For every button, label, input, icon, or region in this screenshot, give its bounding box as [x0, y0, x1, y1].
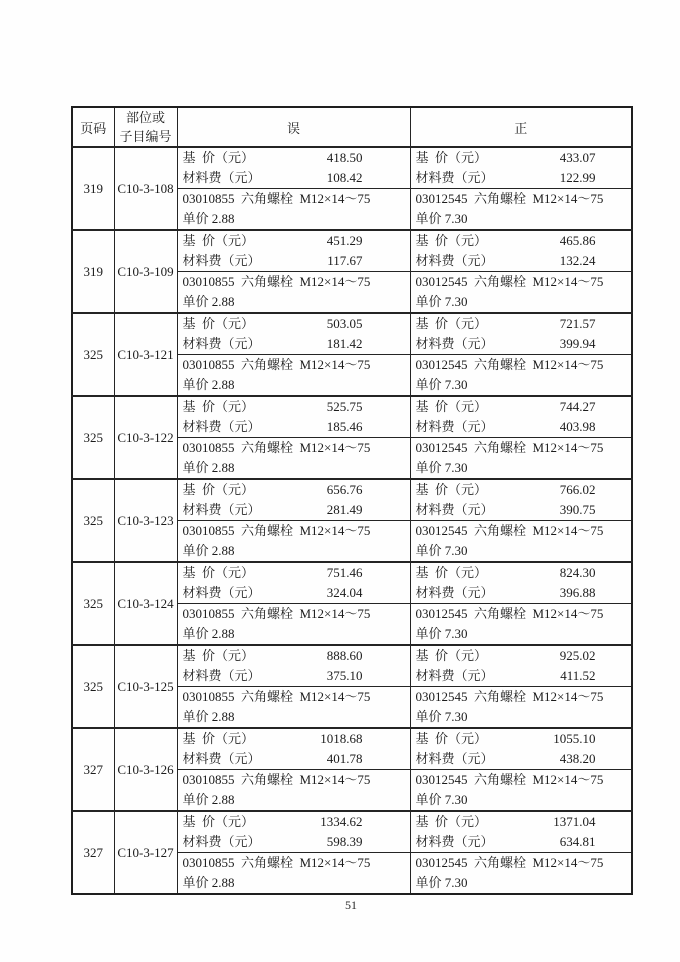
material-fee-label: 材料费（元） [415, 751, 494, 766]
wrong-bolt-cell [177, 687, 410, 729]
wrong-base-price-value: 451.29 [326, 233, 363, 248]
wrong-unit-price: 单价 2.88 [182, 626, 235, 641]
wrong-base-price-value: 503.05 [326, 316, 363, 331]
correct-bolt-cell [410, 355, 632, 397]
wrong-base-price-value: 525.75 [326, 399, 363, 414]
page-number-cell: 325 [72, 562, 114, 645]
correct-bolt-spec: 03012545 六角螺栓 M12×14～75 [415, 357, 604, 372]
base-price-label: 基 价（元） [182, 731, 255, 746]
wrong-base-price-value: 418.50 [326, 150, 363, 165]
correct-unit-price: 单价 7.30 [415, 543, 468, 558]
correct-material-fee-value: 122.99 [559, 170, 596, 185]
material-fee-label: 材料费（元） [415, 668, 494, 683]
item-code-cell: C10-3-121 [114, 313, 177, 396]
correct-unit-price: 单价 7.30 [415, 626, 468, 641]
wrong-base-price-value: 656.76 [326, 482, 363, 497]
wrong-bolt-spec: 03010855 六角螺栓 M12×14～75 [182, 357, 371, 372]
wrong-prices-cell [177, 147, 410, 189]
material-fee-label: 材料费（元） [415, 502, 494, 517]
correct-bolt-cell [410, 770, 632, 812]
item-code-cell: C10-3-108 [114, 147, 177, 230]
col-header-correct: 正 [410, 107, 632, 147]
wrong-bolt-spec: 03010855 六角螺栓 M12×14～75 [182, 523, 371, 538]
correct-prices-cell [410, 728, 632, 770]
correct-prices-cell [410, 645, 632, 687]
correct-bolt-spec: 03012545 六角螺栓 M12×14～75 [415, 606, 604, 621]
wrong-bolt-spec: 03010855 六角螺栓 M12×14～75 [182, 191, 371, 206]
correct-bolt-cell [410, 272, 632, 314]
material-fee-label: 材料费（元） [182, 419, 261, 434]
base-price-label: 基 价（元） [415, 482, 488, 497]
base-price-label: 基 价（元） [415, 731, 488, 746]
correct-material-fee-value: 390.75 [559, 502, 596, 517]
wrong-prices-cell [177, 313, 410, 355]
correct-base-price-value: 1371.04 [553, 814, 596, 829]
wrong-unit-price: 单价 2.88 [182, 709, 235, 724]
wrong-bolt-spec: 03010855 六角螺栓 M12×14～75 [182, 855, 371, 870]
wrong-base-price-value: 1018.68 [320, 731, 363, 746]
wrong-bolt-cell [177, 438, 410, 480]
wrong-unit-price: 单价 2.88 [182, 460, 235, 475]
base-price-label: 基 价（元） [182, 648, 255, 663]
correct-base-price-value: 925.02 [559, 648, 596, 663]
correct-bolt-cell [410, 687, 632, 729]
wrong-base-price-value: 751.46 [326, 565, 363, 580]
correct-unit-price: 单价 7.30 [415, 875, 468, 890]
base-price-label: 基 价（元） [415, 233, 488, 248]
wrong-prices-cell [177, 645, 410, 687]
correct-bolt-spec: 03012545 六角螺栓 M12×14～75 [415, 440, 604, 455]
correct-prices-cell [410, 562, 632, 604]
page-number-cell: 327 [72, 811, 114, 894]
col-header-item-code-line1: 部位或 [125, 110, 165, 125]
correct-material-fee-value: 399.94 [559, 336, 596, 351]
table-row-prices [72, 396, 632, 438]
table-row-prices [72, 479, 632, 521]
base-price-label: 基 价（元） [182, 233, 255, 248]
correct-bolt-spec: 03012545 六角螺栓 M12×14～75 [415, 689, 604, 704]
wrong-material-fee-value: 281.49 [326, 502, 363, 517]
base-price-label: 基 价（元） [182, 150, 255, 165]
material-fee-label: 材料费（元） [182, 502, 261, 517]
base-price-label: 基 价（元） [182, 482, 255, 497]
correct-base-price-value: 1055.10 [553, 731, 596, 746]
errata-table [71, 106, 633, 895]
wrong-material-fee-value: 117.67 [327, 253, 363, 268]
item-code-cell: C10-3-127 [114, 811, 177, 894]
base-price-label: 基 价（元） [415, 814, 488, 829]
wrong-prices-cell [177, 230, 410, 272]
correct-bolt-spec: 03012545 六角螺栓 M12×14～75 [415, 191, 604, 206]
table-row-prices [72, 728, 632, 770]
correct-unit-price: 单价 7.30 [415, 211, 468, 226]
correct-base-price-value: 433.07 [559, 150, 596, 165]
wrong-material-fee-value: 324.04 [326, 585, 363, 600]
base-price-label: 基 价（元） [415, 316, 488, 331]
correct-bolt-spec: 03012545 六角螺栓 M12×14～75 [415, 523, 604, 538]
page-number-cell: 319 [72, 147, 114, 230]
wrong-prices-cell [177, 396, 410, 438]
wrong-material-fee-value: 185.46 [326, 419, 363, 434]
page-number-cell: 319 [72, 230, 114, 313]
base-price-label: 基 价（元） [182, 316, 255, 331]
correct-bolt-cell [410, 521, 632, 563]
wrong-bolt-cell [177, 189, 410, 231]
material-fee-label: 材料费（元） [415, 253, 494, 268]
material-fee-label: 材料费（元） [182, 585, 261, 600]
wrong-bolt-cell [177, 604, 410, 646]
wrong-material-fee-value: 598.39 [326, 834, 363, 849]
page-number-cell: 325 [72, 645, 114, 728]
correct-material-fee-value: 634.81 [559, 834, 596, 849]
wrong-bolt-spec: 03010855 六角螺栓 M12×14～75 [182, 606, 371, 621]
table-header-row [72, 107, 632, 147]
wrong-bolt-cell [177, 355, 410, 397]
material-fee-label: 材料费（元） [415, 834, 494, 849]
wrong-bolt-spec: 03010855 六角螺栓 M12×14～75 [182, 689, 371, 704]
item-code-cell: C10-3-122 [114, 396, 177, 479]
col-header-item-code [114, 107, 177, 147]
wrong-material-fee-value: 375.10 [326, 668, 363, 683]
correct-prices-cell [410, 313, 632, 355]
base-price-label: 基 价（元） [182, 814, 255, 829]
item-code-cell: C10-3-125 [114, 645, 177, 728]
material-fee-label: 材料费（元） [182, 751, 261, 766]
base-price-label: 基 价（元） [182, 565, 255, 580]
material-fee-label: 材料费（元） [182, 336, 261, 351]
wrong-unit-price: 单价 2.88 [182, 377, 235, 392]
correct-base-price-value: 766.02 [559, 482, 596, 497]
wrong-prices-cell [177, 811, 410, 853]
material-fee-label: 材料费（元） [182, 253, 261, 268]
correct-unit-price: 单价 7.30 [415, 294, 468, 309]
wrong-unit-price: 单价 2.88 [182, 792, 235, 807]
page-number-cell: 325 [72, 479, 114, 562]
base-price-label: 基 价（元） [182, 399, 255, 414]
correct-unit-price: 单价 7.30 [415, 377, 468, 392]
wrong-bolt-cell [177, 770, 410, 812]
item-code-cell: C10-3-123 [114, 479, 177, 562]
correct-base-price-value: 824.30 [559, 565, 596, 580]
correct-prices-cell [410, 811, 632, 853]
base-price-label: 基 价（元） [415, 150, 488, 165]
correct-material-fee-value: 396.88 [559, 585, 596, 600]
correct-bolt-cell [410, 853, 632, 895]
page-number-cell: 327 [72, 728, 114, 811]
wrong-bolt-cell [177, 521, 410, 563]
material-fee-label: 材料费（元） [415, 170, 494, 185]
wrong-bolt-cell [177, 853, 410, 895]
wrong-bolt-cell [177, 272, 410, 314]
table-row-prices [72, 313, 632, 355]
wrong-prices-cell [177, 562, 410, 604]
correct-prices-cell [410, 479, 632, 521]
wrong-material-fee-value: 181.42 [326, 336, 363, 351]
col-header-wrong: 误 [177, 107, 410, 147]
wrong-bolt-spec: 03010855 六角螺栓 M12×14～75 [182, 440, 371, 455]
material-fee-label: 材料费（元） [182, 170, 261, 185]
correct-prices-cell [410, 230, 632, 272]
correct-material-fee-value: 438.20 [559, 751, 596, 766]
table-row-prices [72, 147, 632, 189]
material-fee-label: 材料费（元） [415, 585, 494, 600]
wrong-base-price-value: 1334.62 [320, 814, 363, 829]
correct-base-price-value: 465.86 [559, 233, 596, 248]
material-fee-label: 材料费（元） [415, 336, 494, 351]
correct-unit-price: 单价 7.30 [415, 792, 468, 807]
wrong-unit-price: 单价 2.88 [182, 294, 235, 309]
wrong-base-price-value: 888.60 [326, 648, 363, 663]
correct-bolt-spec: 03012545 六角螺栓 M12×14～75 [415, 274, 604, 289]
correct-material-fee-value: 411.52 [560, 668, 596, 683]
wrong-unit-price: 单价 2.88 [182, 543, 235, 558]
col-header-page-number: 页码 [72, 107, 114, 147]
item-code-cell: C10-3-126 [114, 728, 177, 811]
correct-bolt-spec: 03012545 六角螺栓 M12×14～75 [415, 772, 604, 787]
wrong-material-fee-value: 401.78 [326, 751, 363, 766]
correct-unit-price: 单价 7.30 [415, 460, 468, 475]
correct-material-fee-value: 403.98 [559, 419, 596, 434]
correct-bolt-cell [410, 189, 632, 231]
correct-prices-cell [410, 396, 632, 438]
col-header-item-code-line2: 子目编号 [119, 129, 172, 144]
correct-bolt-cell [410, 604, 632, 646]
correct-prices-cell [410, 147, 632, 189]
table-row-prices [72, 562, 632, 604]
page-footer-number: 51 [345, 898, 357, 912]
wrong-prices-cell [177, 728, 410, 770]
wrong-material-fee-value: 108.42 [326, 170, 363, 185]
table-row-prices [72, 645, 632, 687]
correct-bolt-cell [410, 438, 632, 480]
item-code-cell: C10-3-109 [114, 230, 177, 313]
correct-material-fee-value: 132.24 [559, 253, 596, 268]
correct-base-price-value: 744.27 [559, 399, 596, 414]
wrong-bolt-spec: 03010855 六角螺栓 M12×14～75 [182, 772, 371, 787]
correct-base-price-value: 721.57 [559, 316, 596, 331]
correct-unit-price: 单价 7.30 [415, 709, 468, 724]
base-price-label: 基 价（元） [415, 565, 488, 580]
material-fee-label: 材料费（元） [182, 668, 261, 683]
material-fee-label: 材料费（元） [182, 834, 261, 849]
item-code-cell: C10-3-124 [114, 562, 177, 645]
base-price-label: 基 价（元） [415, 648, 488, 663]
wrong-unit-price: 单价 2.88 [182, 211, 235, 226]
wrong-bolt-spec: 03010855 六角螺栓 M12×14～75 [182, 274, 371, 289]
base-price-label: 基 价（元） [415, 399, 488, 414]
page-number-cell: 325 [72, 313, 114, 396]
page-number-cell: 325 [72, 396, 114, 479]
table-row-prices [72, 230, 632, 272]
table-row-prices [72, 811, 632, 853]
wrong-unit-price: 单价 2.88 [182, 875, 235, 890]
material-fee-label: 材料费（元） [415, 419, 494, 434]
wrong-prices-cell [177, 479, 410, 521]
correct-bolt-spec: 03012545 六角螺栓 M12×14～75 [415, 855, 604, 870]
